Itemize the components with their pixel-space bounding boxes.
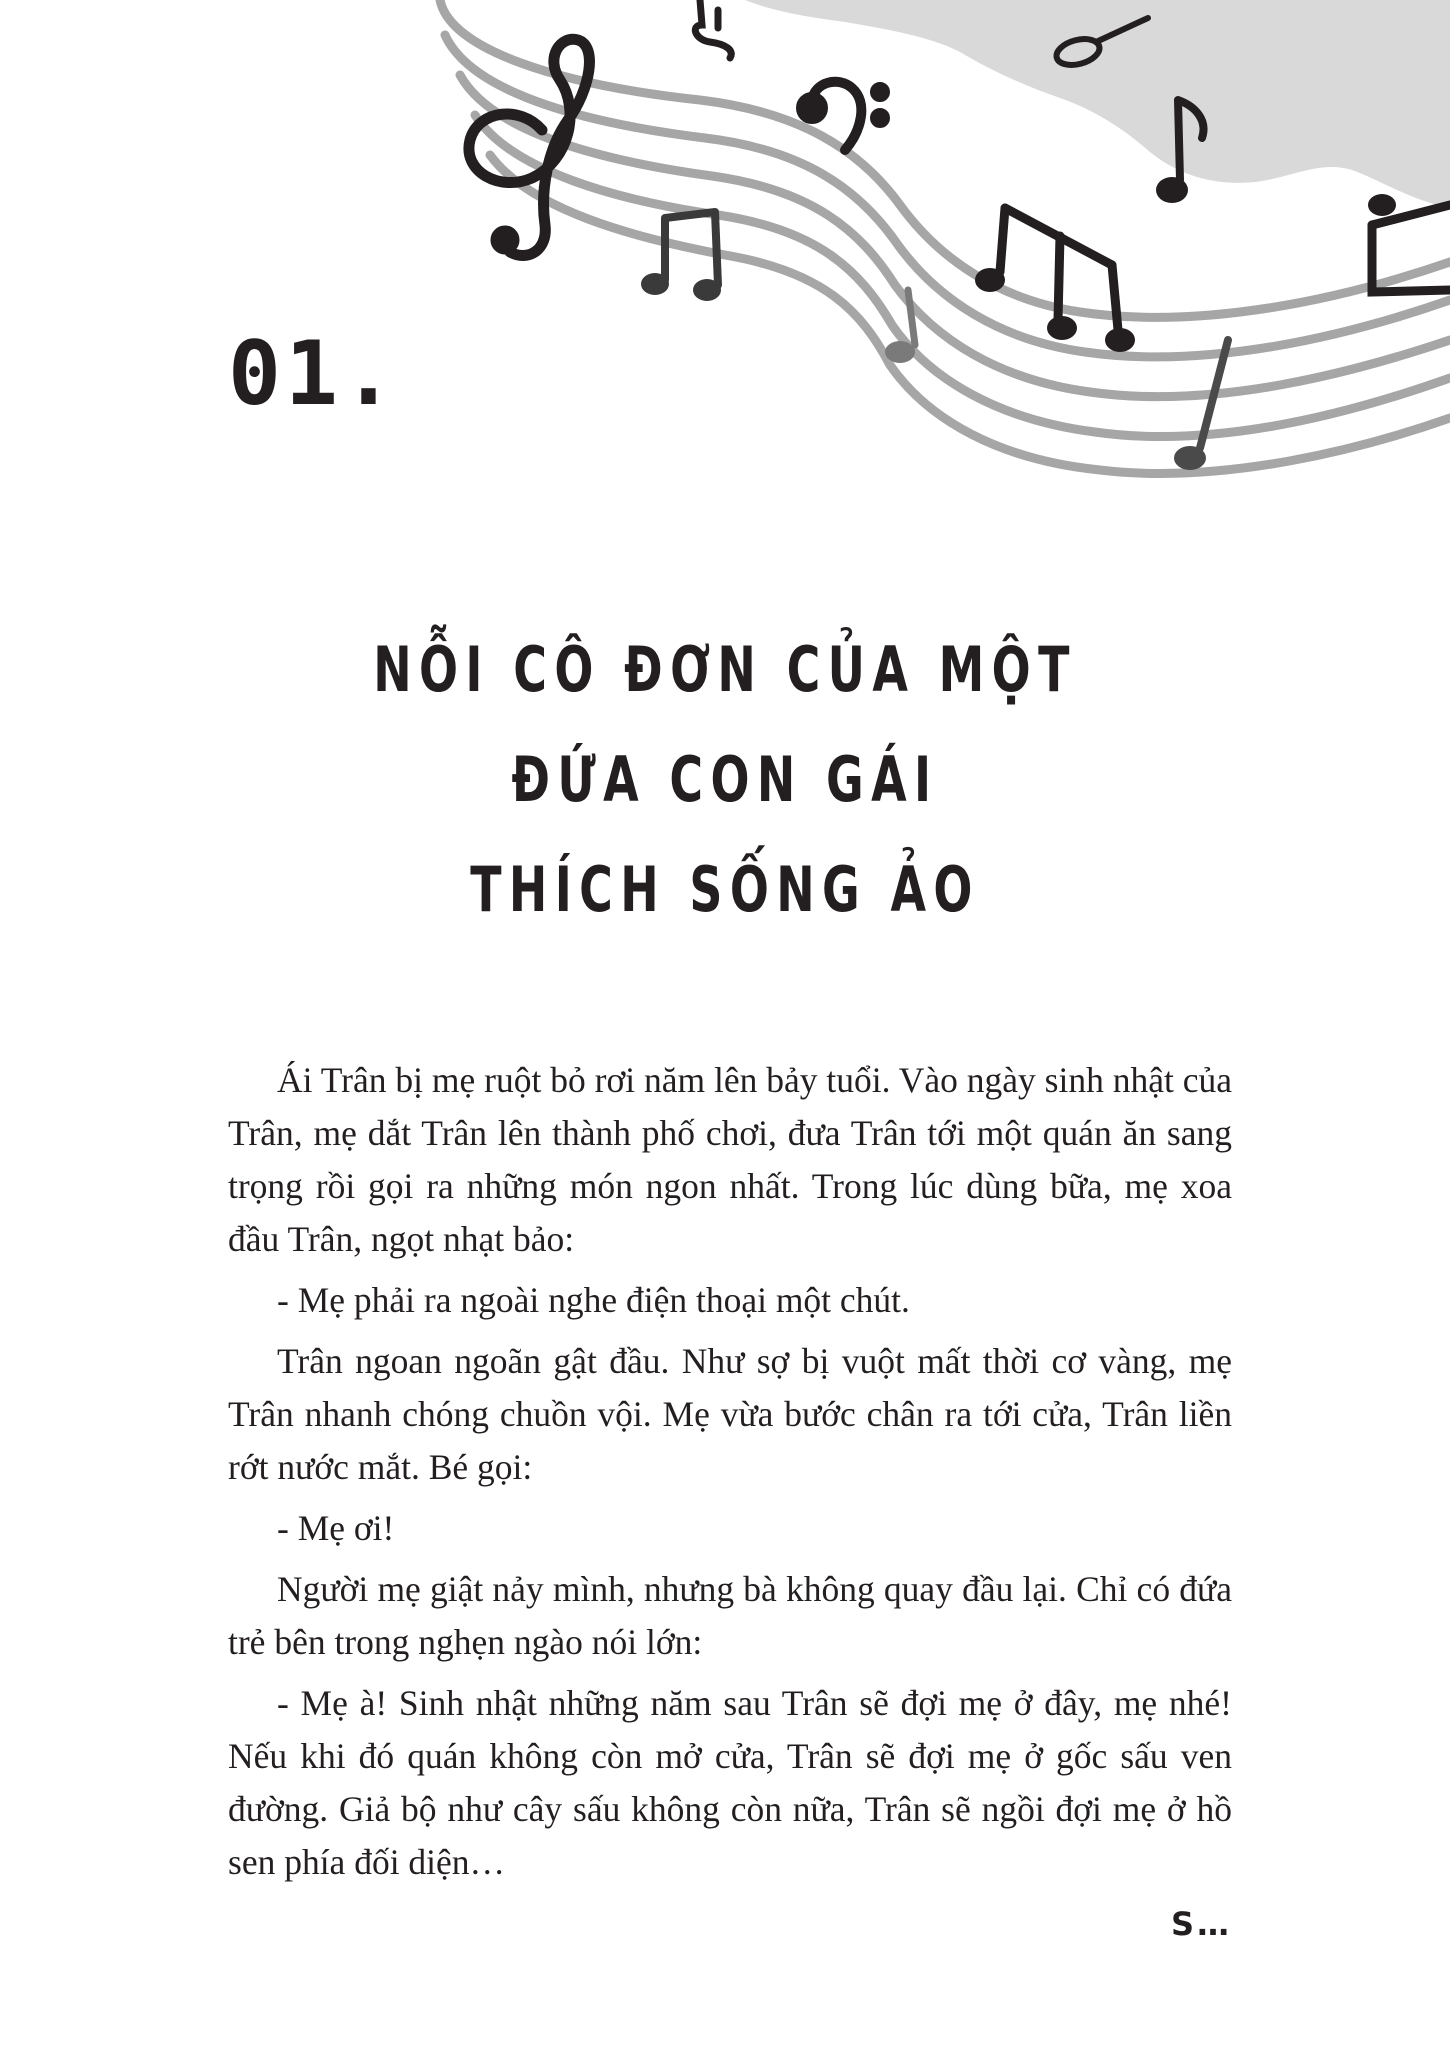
- paragraph: Trân ngoan ngoãn gật đầu. Như sợ bị vuột mất thời cơ vàng, mẹ Trân nhanh chóng chuồn vội. Mẹ vừa bước chân ra tới cửa, Trân liền rớt nước mắt. Bé gọi:: [228, 1341, 1232, 1487]
- chapter-title-line-1: NỖI CÔ ĐƠN CỦA MỘT ĐỨA CON GÁI: [373, 633, 1077, 816]
- cloud-shape: [745, 0, 1450, 208]
- chapter-title-line-2: THÍCH SỐNG ẢO: [470, 853, 980, 926]
- bass-clef-icon: [801, 82, 885, 150]
- paragraph: Người mẹ giật nảy mình, nhưng bà không quay đầu lại. Chỉ có đứa trẻ bên trong nghẹn ngào nói lớn:: [228, 1569, 1232, 1662]
- paragraph: - Mẹ ơi!: [277, 1508, 395, 1548]
- quarter-note-icon: [695, 0, 731, 58]
- paragraph: - Mẹ phải ra ngoài nghe điện thoại một chút.: [277, 1280, 910, 1320]
- chapter-title: [337, 615, 1114, 945]
- music-staff-illustration: [0, 0, 1450, 480]
- paragraph: - Mẹ à! Sinh nhật những năm sau Trân sẽ đợi mẹ ở đây, mẹ nhé! Nếu khi đó quán không còn mở cửa, Trân sẽ đợi mẹ ở gốc sấu ven đường. Giả bộ như cây sấu không còn nữa, Trân sẽ ngồi đợi mẹ ở hồ sen phía đối diện…: [228, 1683, 1232, 1882]
- paragraph: Ái Trân bị mẹ ruột bỏ rơi năm lên bảy tuổi. Vào ngày sinh nhật của Trân, mẹ dắt Trân lên thành phố chơi, đưa Trân tới một quán ăn sang trọng rồi gọi ra những món ngon nhất. Trong lúc dùng bữa, mẹ xoa đầu Trân, ngọt nhạt bảo:: [228, 1060, 1232, 1259]
- body-text: [228, 1054, 1232, 1897]
- chapter-number: 01.: [228, 322, 399, 425]
- eighth-note-icon: [641, 212, 721, 301]
- continuation-marker: S…: [1170, 1905, 1232, 1943]
